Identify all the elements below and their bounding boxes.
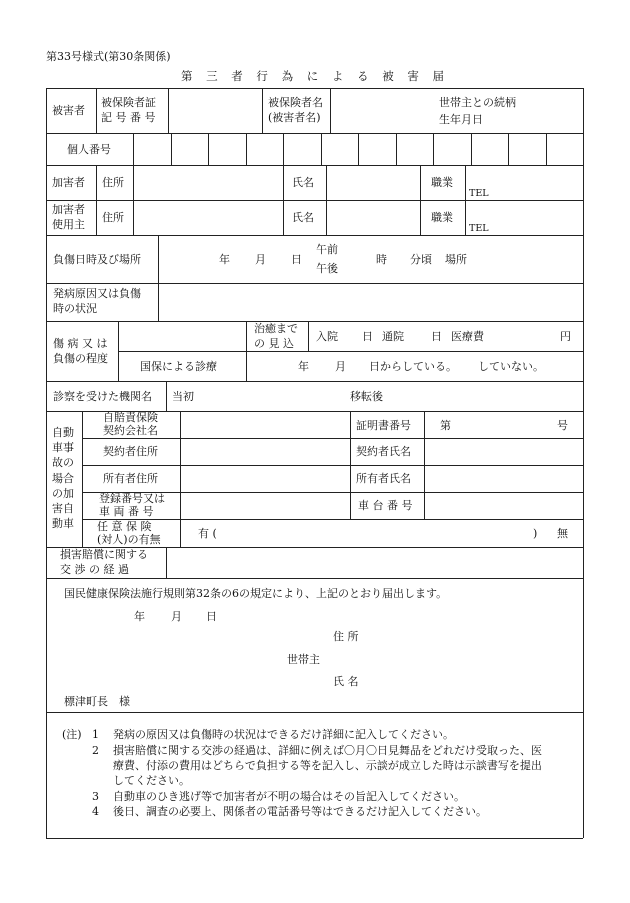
injury-datetime-label: 負傷日時及び場所 (53, 253, 141, 266)
assailant-address-label: 住所 (102, 176, 124, 189)
relation-label: 世帯主との続柄 (439, 96, 516, 109)
employer-occupation-label: 職業 (431, 211, 453, 224)
insurance-id-input[interactable] (169, 89, 261, 132)
note-number-2: 2 (92, 744, 99, 757)
hospitalization-label: 入院 (316, 330, 338, 343)
assailant-section-label: 加害者 (52, 176, 85, 189)
insurer-label: 自賠責保険 (103, 411, 158, 424)
cause-input[interactable] (159, 284, 582, 320)
initial-institution-label: 当初 (172, 390, 194, 403)
am-option[interactable]: 午前 (316, 243, 338, 256)
birthdate-label: 生年月日 (439, 113, 483, 126)
employer-section-label-2: 使用主 (52, 218, 85, 231)
negotiation-label-2: 交 渉 の 経 過 (60, 563, 129, 576)
insured-name-input[interactable] (331, 89, 431, 132)
personal-number-label: 個人番号 (67, 143, 111, 156)
injury-hour-label: 時 (376, 253, 387, 266)
assailant-address-input[interactable] (134, 166, 282, 199)
contractor-name-input[interactable] (425, 439, 582, 464)
chassis-number-input[interactable] (425, 493, 582, 518)
negotiation-label: 損害賠償に関する (60, 548, 148, 561)
prognosis-label-2: の 見 込 (254, 337, 294, 350)
note-1: 発病の原因又は負傷時の状況はできるだけ詳細に記入してください。 (113, 728, 454, 741)
contractor-name-label: 契約者氏名 (356, 445, 411, 458)
injury-day-label: 日 (291, 253, 302, 266)
personal-number-input[interactable] (134, 134, 582, 164)
registration-number-input[interactable] (181, 493, 349, 518)
optional-insurance-label: 任 意 保 険 (97, 520, 152, 533)
addressee: 標津町長 様 (64, 695, 130, 708)
optional-insurance-close-paren: ) (533, 527, 538, 540)
declaration-text: 国民健康保険法施行規則第32条の6の規定により、上記のとおり届出します。 (64, 587, 448, 600)
optional-insurance-label-2: (対人)の有無 (97, 533, 161, 546)
employer-address-label: 住所 (102, 211, 124, 224)
nhi-year-label: 年 (298, 360, 309, 373)
registration-number-label: 登録番号又は (99, 492, 165, 505)
declarant-name-label: 氏 名 (333, 675, 359, 688)
registration-number-label-2: 車 両 番 号 (99, 505, 154, 518)
vehicle-section-label: 自動 車事 故の 場合 の加 害自 動車 (52, 426, 74, 531)
employer-name-label: 氏名 (292, 211, 314, 224)
insurance-id-label: 被保険者証 (101, 96, 156, 109)
pm-option[interactable]: 午後 (316, 262, 338, 275)
certificate-go-label: 号 (557, 419, 568, 432)
nhi-receiving-option[interactable]: 日からしている。 (369, 360, 457, 373)
note-3: 自動車のひき逃げ等で加害者が不明の場合はその旨記入してください。 (113, 790, 465, 803)
employer-address-input[interactable] (134, 201, 282, 234)
nhi-month-label: 月 (335, 360, 346, 373)
assailant-tel-label: TEL (469, 188, 489, 199)
declaration-month-label: 月 (171, 610, 182, 623)
cause-label-2: 時の状況 (53, 302, 97, 315)
nhi-treatment-label: 国保による診療 (140, 360, 217, 373)
nhi-not-receiving-option[interactable]: していない。 (478, 360, 544, 373)
householder-label: 世帯主 (287, 653, 320, 666)
declarant-address-label: 住 所 (333, 630, 359, 643)
employer-name-input[interactable] (327, 201, 419, 234)
institution-label: 診察を受けた機関名 (53, 390, 152, 403)
employer-section-label: 加害者 (52, 203, 85, 216)
injury-minute-label: 分頃 (410, 253, 432, 266)
owner-name-input[interactable] (425, 466, 582, 491)
insured-name-label-2: (被害者名) (268, 111, 321, 124)
certificate-number-label: 証明書番号 (356, 419, 411, 432)
injury-place-label: 場所 (445, 253, 467, 266)
negotiation-input[interactable] (167, 548, 582, 577)
contractor-address-input[interactable] (181, 439, 349, 464)
hospital-days-label: 日 (362, 330, 373, 343)
note-number-3: 3 (92, 790, 99, 803)
declaration-day-label: 日 (206, 610, 217, 623)
victim-section-label: 被害者 (52, 104, 85, 117)
insurer-label-2: 契約会社名 (103, 424, 158, 437)
certificate-dai-label: 第 (440, 419, 451, 432)
note-number-1: 1 (92, 728, 99, 741)
injury-degree-label-2: 負傷の程度 (53, 352, 108, 365)
note-number-4: 4 (92, 805, 99, 818)
medical-cost-label: 医療費 (451, 330, 484, 343)
injury-month-label: 月 (255, 253, 266, 266)
owner-address-input[interactable] (181, 466, 349, 491)
injury-degree-input[interactable] (119, 322, 245, 350)
notes-label: (注) (62, 728, 82, 741)
yen-label: 円 (560, 330, 571, 343)
form-title: 第 三 者 行 為 に よ る 被 害 届 (180, 69, 450, 83)
note-4: 後日、調査の必要上、関係者の電話番号等はできるだけ記入してください。 (113, 805, 487, 818)
injury-year-label: 年 (219, 253, 230, 266)
outpatient-label: 通院 (382, 330, 404, 343)
outpatient-days-label: 日 (431, 330, 442, 343)
assailant-name-input[interactable] (327, 166, 419, 199)
note-2-line-2: 療費、付添の費用はどちらで負担する等を記入し、示談が成立した時は示談書写を提出 (113, 759, 542, 772)
assailant-occupation-label: 職業 (431, 176, 453, 189)
contractor-address-label: 契約者住所 (103, 445, 158, 458)
prognosis-label: 治癒まで (254, 322, 298, 335)
chassis-number-label: 車 台 番 号 (358, 499, 413, 512)
owner-name-label: 所有者氏名 (356, 472, 411, 485)
note-2-line-1: 損害賠償に関する交渉の経過は、詳細に例えば〇月〇日見舞品をどれだけ受取った、医 (113, 744, 542, 757)
note-2-line-3: してください。 (113, 774, 190, 787)
insurer-input[interactable] (181, 412, 349, 437)
optional-insurance-yes[interactable]: 有 ( (198, 527, 217, 540)
cause-label: 発病原因又は負傷 (53, 287, 141, 300)
employer-tel-label: TEL (469, 223, 489, 234)
injury-degree-label: 傷 病 又 は (53, 337, 108, 350)
transfer-institution-label: 移転後 (350, 390, 383, 403)
optional-insurance-no[interactable]: 無 (557, 527, 568, 540)
assailant-name-label: 氏名 (292, 176, 314, 189)
owner-address-label: 所有者住所 (103, 472, 158, 485)
insurance-id-label-2: 記 号 番 号 (101, 111, 156, 124)
form-number: 第33号様式(第30条関係) (46, 50, 171, 63)
declaration-year-label: 年 (134, 610, 145, 623)
insured-name-label: 被保険者名 (268, 96, 323, 109)
